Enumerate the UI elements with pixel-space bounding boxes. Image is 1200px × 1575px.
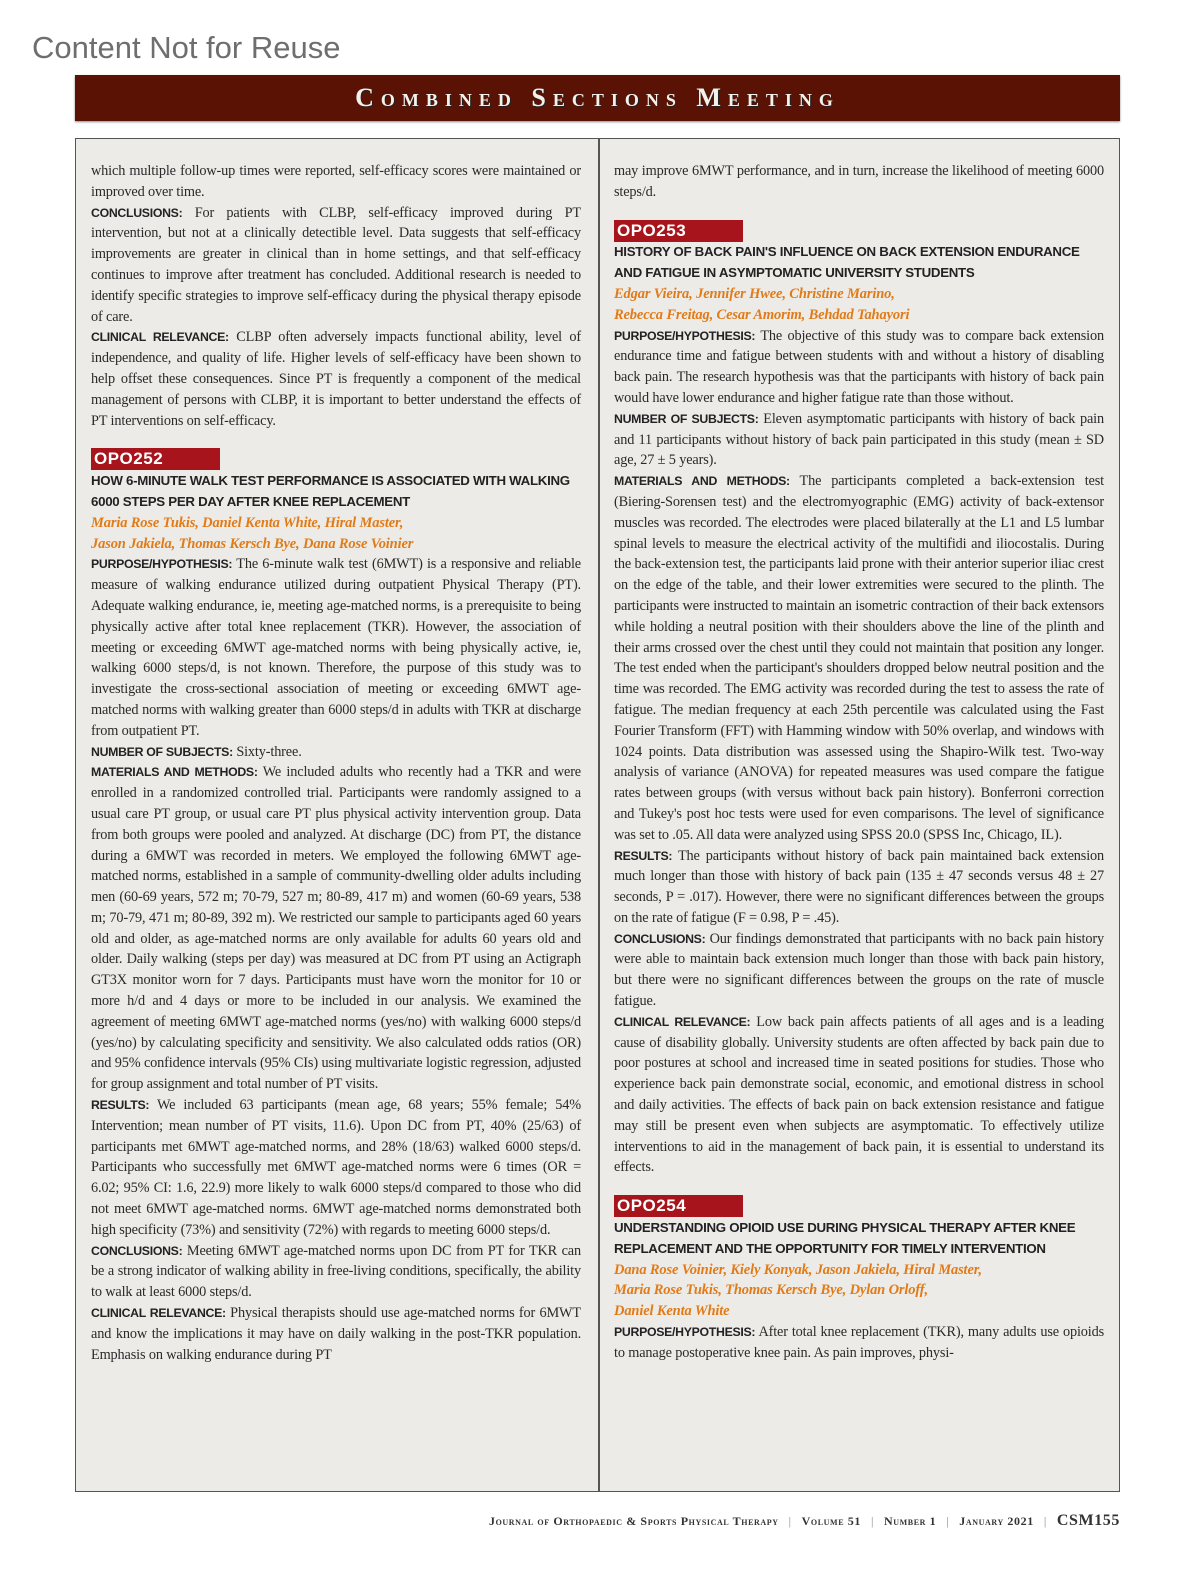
abstract-opo254 [614,1178,1104,1363]
paragraph-label: RESULTS: [614,848,673,863]
paragraph-text: The 6-minute walk test (6MWT) is a responsive and reliable measure of walking endurance utilized during outpatient Physical Therapy (PT). Adequate walking endurance, ie, meeting age-matched norms, is a prerequisite to being physically active after total knee replacement (TKR). However, the association of meeting or exceeding 6MWT age-matched norms with being physically active, ie, walking 6000 steps/d, is not known. Therefore, the purpose of this study was to investigate the cross-sectional association of meeting or exceeding 6MWT age-matched norms with walking greater than 6000 steps/d in adults with TKR at discharge from outpatient PT. [91,556,581,739]
paragraph-label: NUMBER OF SUBJECTS: [91,744,233,759]
page-number: CSM155 [1056,1512,1120,1529]
author-line: Jason Jakiela, Thomas Kersch Bye, Dana Rose Voinier [91,535,414,552]
paragraph [91,203,581,328]
paragraph [91,742,581,763]
paragraph [91,161,581,203]
paragraph [614,409,1104,471]
paragraph-label: MATERIALS AND METHODS: [614,474,790,489]
paragraph-label: PURPOSE/HYPOTHESIS: [91,557,233,572]
abstract-opo252 [91,431,581,1365]
paragraph-text: We included 63 participants (mean age, 68 years; 55% female; 54% Intervention; mean number of PT visits, 11.6). Upon DC from PT, 40% (25/63) of participants met 6MWT age-matched norms, and 28% (18/63) walked 6000 steps/d. Participants who successfully met 6MWT age-matched norms were 6 times (OR = 6.02; 95% CI: 1.6, 22.9) more likely to walk 6000 steps/d compared to those who did not meet 6MWT age-matched norms. 6MWT age-matched norms demonstrated both high specificity (73%) and sensitivity (72%) with regards to meeting 6000 steps/d. [91,1097,581,1238]
author-line: Rebecca Freitag, Cesar Amorim, Behdad Tahayori [614,306,910,323]
paragraph [91,554,581,741]
author-list [614,1260,1104,1322]
paragraph [614,161,1104,203]
abstract-title: HOW 6-MINUTE WALK TEST PERFORMANCE IS ASSOCIATED WITH WALKING 6000 STEPS PER DAY AFTER KNEE REPLACEMENT [91,473,570,509]
paragraph [614,1012,1104,1178]
author-list [91,513,581,555]
volume: Volume 51 [801,1514,861,1528]
paragraph-text: may improve 6MWT performance, and in turn, increase the likelihood of meeting 6000 steps/d. [614,163,1104,200]
watermark: Content Not for Reuse [32,30,341,65]
paragraph-text: which multiple follow-up times were reported, self-efficacy scores were maintained or improved over time. [91,163,581,200]
abstract-title: UNDERSTANDING OPIOID USE DURING PHYSICAL THERAPY AFTER KNEE REPLACEMENT AND THE OPPORTUNITY FOR TIMELY INTERVENTION [614,1220,1076,1256]
page-footer: Journal of Orthopaedic & Sports Physical Therapy | Volume 51 | Number 1 | January 2021 | CSM155 [488,1512,1120,1529]
paragraph-text: CLBP often adversely impacts functional ability, level of independence, and quality of life. Higher levels of self-efficacy have been shown to help offset these consequences. Since PT is frequently a component of the medical management of persons with CLBP, it is important to better understand the effects of PT interventions on self-efficacy. [91,329,581,429]
paragraph-label: CONCLUSIONS: [614,931,706,946]
paragraph-text: We included adults who recently had a TKR and were enrolled in a randomized controlled trial. Participants were randomly assigned to a usual care PT group, or usual care PT plus physical activity intervention group. Data from both groups were pooled and analyzed. At discharge (DC) from PT, the distance during a 6MWT was recorded in meters. We employed the following 6MWT age-matched norms, established in a sample of community-dwelling older adults including men (60-69 years, 572 m; 70-79, 527 m; 80-89, 417 m) and women (60-69 years, 538 m; 70-79, 471 m; 80-89, 392 m). We restricted our sample to participants aged 60 years old and older, as age-matched norms are only available for adults 60 years old and older. Daily walking (steps per day) was measured at DC from PT using an Actigraph GT3X monitor worn for 7 days. Participants must have worn the monitor for 10 or more h/d and 4 days or more to be included in our analysis. We examined the agreement of meeting 6MWT age-matched norms (yes/no) with walking 6000 steps/d (yes/no) by calculating specificity and sensitivity. We also calculated odds ratios (OR) and 95% confidence intervals (95% CIs) using multivariate logistic regression, adjusted for group assignment and total number of PT visits. [91,764,581,1093]
paragraph-text: For patients with CLBP, self-efficacy improved during PT intervention, but not at a clinically detectible level. Data suggests that self-efficacy improvements are greater in clinical than in home settings, and that self-efficacy continues to improve after treatment has concluded. Additional research is needed to identify specific strategies to improve self-efficacy during the physical therapy episode of care. [91,204,581,325]
author-line: Maria Rose Tukis, Thomas Kersch Bye, Dylan Orloff, [614,1282,928,1299]
left-continued [91,161,581,431]
banner-title: Combined Sections Meeting [355,83,840,112]
right-continued [614,161,1104,203]
left-column [91,161,581,1365]
journal-name: Journal of Orthopaedic & Sports Physical Therapy [488,1514,779,1528]
paragraph [614,929,1104,1012]
abstract-id: OPO253 [614,220,743,242]
paragraph [91,327,581,431]
paragraph-text: The objective of this study was to compare back extension endurance time and fatigue between students with and without a history of disabling back pain. The research hypothesis was that the participants with history of back pain would have lower endurance and higher fatigue rate than those without. [614,327,1104,406]
paragraph-label: CONCLUSIONS: [91,1243,183,1258]
author-line: Edgar Vieira, Jennifer Hwee, Christine Marino, [614,285,895,302]
paragraph [614,326,1104,409]
issue-date: January 2021 [959,1514,1034,1528]
paragraph-text: Physical therapists should use age-matched norms for 6MWT and know the implications it may have on daily walking in the post-TKR population. Emphasis on walking endurance during PT [91,1305,581,1363]
column-divider [598,139,600,1491]
paragraph-text: Sixty-three. [236,743,302,760]
author-list [614,284,1104,326]
paragraph-label: CONCLUSIONS: [91,205,183,220]
paragraph [91,762,581,1095]
paragraph-label: CLINICAL RELEVANCE: [91,1306,226,1321]
paragraph-label: PURPOSE/HYPOTHESIS: [614,328,756,343]
paragraph-text: The participants completed a back-extension test (Biering-Sorensen test) and the electromyographic (EMG) activity of back-extensor muscles was recorded. The electrodes were placed bilaterally at the L1 and L5 lumbar spinal levels to measure the electrical activity of the multifidi and iliocostalis. During the back-extension test, the participants laid prone with their anterior superior iliac crest on the edge of the table, and their lower extremities were secured to the plinth. The participants were instructed to maintain an isometric contraction of their back extensors while holding a neutral position with their shoulders above the line of the plinth and their arms crossed over the chest until they could not maintain that position any longer. The test ended when the participant's shoulders dropped below neutral position and the time was recorded. The EMG activity was recorded during the test to assess the rate of fatigue. The median frequency at each 25th percentile was calculated using the Fast Fourier Transform (FFT) with Hamming window with 50% overlap, and windows with 1024 points. Data distribution was assessed using the Shapiro-Wilk test. Two-way analysis of variance (ANOVA) for repeated measures was used compare the fatigue rates between groups (with versus without back pain history). Bonferroni correction and Tukey's post hoc tests were used for even comparisons. The level of significance was set to .05. All data were analyzed using SPSS 20.0 (SPSS Inc, Chicago, IL). [614,473,1104,843]
paragraph-label: RESULTS: [91,1098,150,1113]
paragraph [614,846,1104,929]
paragraph-label: NUMBER OF SUBJECTS: [614,411,759,426]
paragraph [614,1322,1104,1364]
issue-number: Number 1 [883,1514,937,1528]
abstract-title: HISTORY OF BACK PAIN'S INFLUENCE ON BACK EXTENSION ENDURANCE AND FATIGUE IN ASYMPTOMATIC UNIVERSITY STUDENTS [614,244,1080,281]
paragraph [614,471,1104,845]
abstract-opo253 [614,203,1104,1179]
author-line: Dana Rose Voinier, Kiely Konyak, Jason Jakiela, Hiral Master, [614,1261,982,1278]
paragraph-label: CLINICAL RELEVANCE: [91,330,229,345]
paragraph-text: Eleven asymptomatic participants with history of back pain and 11 participants without history of back pain participated in this study (mean ± SD age, 27 ± 5 years). [614,410,1104,469]
paragraph-text: Meeting 6MWT age-matched norms upon DC from PT for TKR can be a strong indicator of walking ability in free-living conditions, specifically, the ability to walk at least 6000 steps/d. [91,1242,581,1301]
section-banner [75,75,1120,121]
author-line: Daniel Kenta White [614,1303,730,1320]
paragraph [91,1095,581,1241]
abstract-id: OPO254 [614,1195,743,1217]
paragraph [91,1303,581,1365]
paragraph-text: The participants without history of back pain maintained back extension much longer than those with history of back pain (135 ± 47 seconds versus 48 ± 27 seconds, P = .017). However, there were no significant differences between the groups on the rate of fatigue (F = 0.98, P = .45). [614,847,1105,926]
paragraph-text: Our findings demonstrated that participants with no back pain history were able to maintain back extension much longer than those with back pain history, but there were no significant differences between the groups on the rate of muscle fatigue. [614,930,1104,1010]
abstract-id: OPO252 [91,448,220,470]
paragraph-label: CLINICAL RELEVANCE: [614,1014,751,1029]
paragraph-label: PURPOSE/HYPOTHESIS: [614,1325,756,1340]
abstracts-box [75,138,1120,1492]
paragraph [91,1241,581,1303]
right-column [614,161,1104,1364]
paragraph-text: After total knee replacement (TKR), many adults use opioids to manage postoperative knee pain. As pain improves, physi- [614,1324,1104,1361]
author-line: Maria Rose Tukis, Daniel Kenta White, Hiral Master, [91,514,404,531]
paragraph-label: MATERIALS AND METHODS: [91,765,258,780]
paragraph-text: Low back pain affects patients of all ages and is a leading cause of disability globally. University students are often affected by back pain due to poor postures at school and increased time in seated positions for studies. Those who experience back pain demonstrate social, economic, and emotional distress in school and daily activities. The effects of back pain on back extension resistance and fatigue may still be present even when subjects are asymptomatic. To effectively utilize interventions to aid in the management of back pain, it is essential to understand its effects. [614,1013,1104,1176]
